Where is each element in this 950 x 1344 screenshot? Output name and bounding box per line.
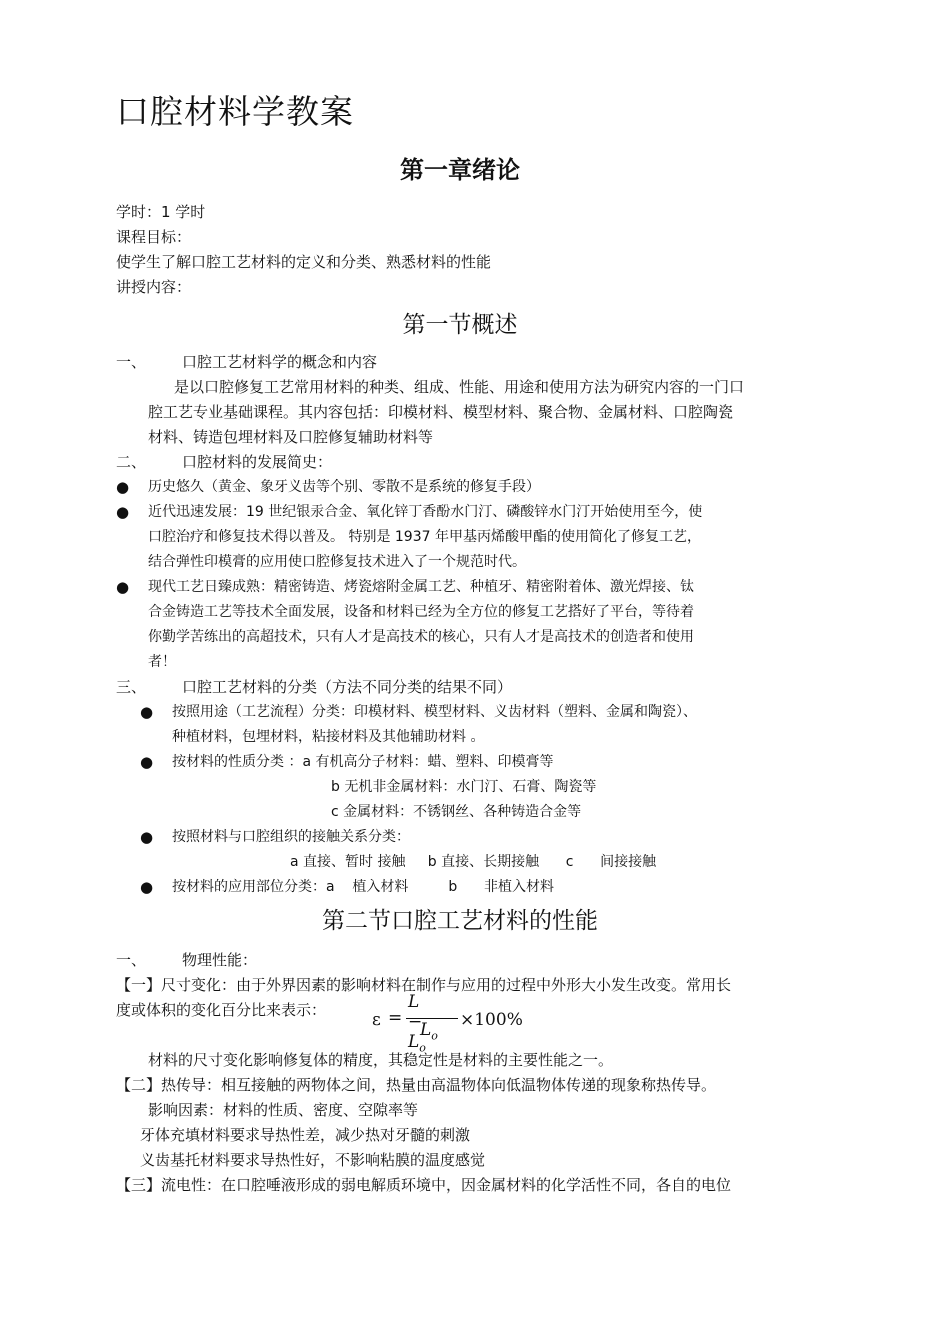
history-bullet-2-line: 结合弹性印模膏的应用使口腔修复技术进入了一个规范时代。 [148,554,526,570]
s2-item-1-number: 一、 [116,951,147,969]
content-label: 讲授内容： [116,278,192,296]
formula-numerator: $L - L_o$ [408,992,426,1055]
section-2-title: 第二节口腔工艺材料的性能 [322,908,598,934]
goal-text: 使学生了解口腔工艺材料的定义和分类、熟悉材料的性能 [116,253,492,271]
history-bullet-3-line: 者！ [148,654,176,670]
history-bullet-1: 历史悠久（黄金、象牙义齿等个别、零散不是系统的修复手段） [148,479,540,495]
galvanism-line: 【三】流电性：在口腔唾液形成的弱电解质环境中，因金属材料的化学活性不同，各自的电位 [116,1176,732,1194]
classification-1-line: 种植材料，包埋材料，粘接材料及其他辅助材料 。 [172,729,485,745]
dimension-change-note: 材料的尺寸变化影响修复体的精度，其稳定性是材料的主要性能之一。 [148,1051,614,1069]
dimension-change-line: 【一】尺寸变化：由于外界因素的影响材料在制作与应用的过程中外形大小发生改变。常用长 [116,976,732,994]
history-bullet-3-line: 合金铸造工艺等技术全面发展，设备和材料已经为全方位的修复工艺搭好了平台，等待着 [148,604,694,620]
bullet-dot-icon: ● [116,478,130,496]
formula-fraction-bar [406,1018,458,1019]
goal-label: 课程目标： [116,228,192,246]
formula-multiplier: ×100% [460,1010,523,1030]
heat-conduction-filling: 牙体充填材料要求导热性差，减少热对牙髓的刺激 [140,1126,471,1144]
bullet-dot-icon: ● [140,753,154,771]
history-bullet-3-line: 你勤学苦练出的高超技术，只有人才是高技术的核心，只有人才是高技术的创造者和使用 [148,629,694,645]
item-1-number: 一、 [116,353,147,371]
bullet-dot-icon: ● [116,503,130,521]
classification-2-sub-b: b 无机非金属材料：水门汀、石膏、陶瓷等 [331,779,597,795]
item-1-line: 材料、铸造包埋材料及口腔修复辅助材料等 [148,428,434,446]
formula-epsilon: ε [372,1010,381,1030]
bullet-dot-icon: ● [140,703,154,721]
classification-3-sub: a 直接、暂时 接触 b 直接、长期接触 c 间接接触 [290,854,657,870]
chapter-title: 第一章绪论 [400,156,520,184]
section-1-title: 第一节概述 [402,312,518,338]
item-2-number: 二、 [116,453,147,471]
course-hours: 学时：1 学时 [116,203,206,221]
classification-4-line: 按材料的应用部位分类：a 植入材料 b 非植入材料 [172,879,555,895]
history-bullet-3-line: 现代工艺日臻成熟：精密铸造、烤瓷熔附金属工艺、种植牙、精密附着体、激光焊接、钛 [148,579,694,595]
bullet-dot-icon: ● [140,878,154,896]
dimension-change-line: 度或体积的变化百分比来表示： [116,1001,327,1019]
s2-item-1-heading: 物理性能： [182,951,258,969]
item-2-heading: 口腔材料的发展简史： [182,453,333,471]
bullet-dot-icon: ● [116,578,130,596]
heat-conduction-base: 义齿基托材料要求导热性好，不影响粘膜的温度感觉 [140,1151,486,1169]
formula-equals: = [388,1008,403,1028]
classification-2-sub-c: c 金属材料：不锈钢丝、各种铸造合金等 [331,804,582,820]
classification-2-line: 按材料的性质分类 ：a 有机高分子材料：蜡、塑料、印模膏等 [172,754,554,770]
item-1-line: 腔工艺专业基础课程。其内容包括：印模材料、模型材料、聚合物、金属材料、口腔陶瓷 [148,403,734,421]
item-1-heading: 口腔工艺材料学的概念和内容 [182,353,378,371]
heat-conduction-factors: 影响因素：材料的性质、密度、空隙率等 [148,1101,419,1119]
classification-1-line: 按照用途（工艺流程）分类：印模材料、模型材料、义齿材料（塑料、金属和陶瓷）、 [172,704,697,720]
history-bullet-2-line: 近代迅速发展：19 世纪银汞合金、氧化锌丁香酚水门汀、磷酸锌水门汀开始使用至今，使 [148,504,703,520]
item-3-number: 三、 [116,678,147,696]
bullet-dot-icon: ● [140,828,154,846]
formula-denominator: $L_o$ [420,1020,438,1043]
document-title: 口腔材料学教案 [116,92,354,131]
classification-3-line: 按照材料与口腔组织的接触关系分类： [172,829,410,845]
heat-conduction-line: 【二】热传导：相互接触的两物体之间，热量由高温物体向低温物体传递的现象称热传导。 [116,1076,717,1094]
item-3-heading: 口腔工艺材料的分类（方法不同分类的结果不同） [182,678,513,696]
item-1-line: 是以口腔修复工艺常用材料的种类、组成、性能、用途和使用方法为研究内容的一门口 [174,378,745,396]
history-bullet-2-line: 口腔治疗和修复技术得以普及。 特别是 1937 年甲基丙烯酸甲酯的使用简化了修复工艺， [148,529,701,545]
